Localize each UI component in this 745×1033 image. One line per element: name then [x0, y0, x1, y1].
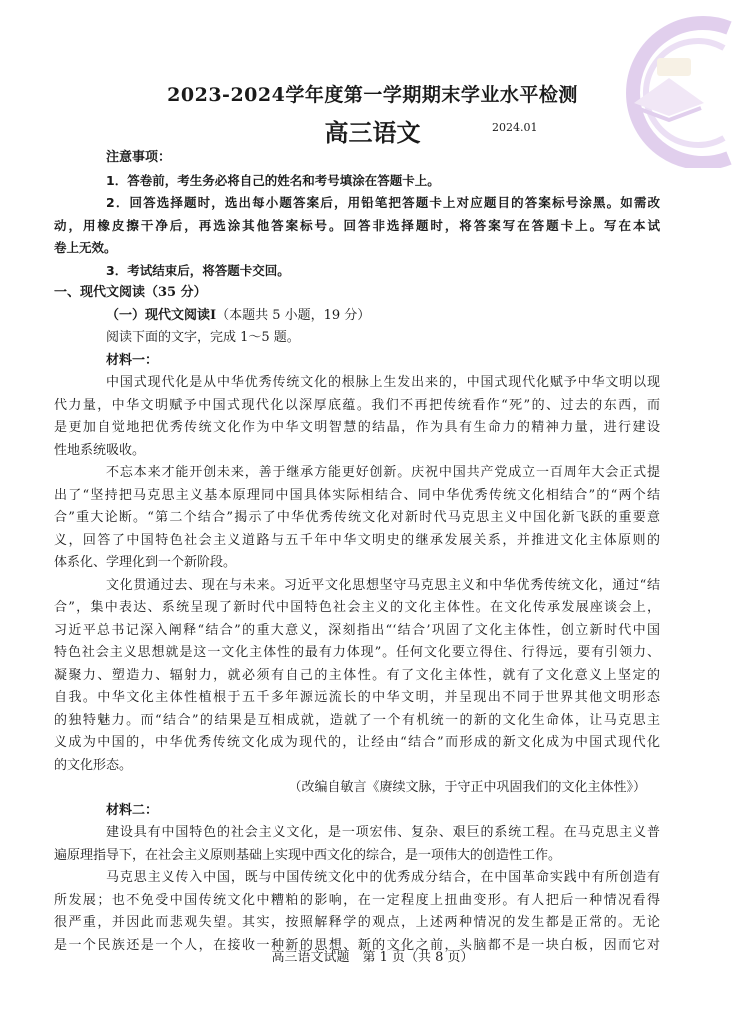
page-footer: 高三语文试题 第 1 页（共 8 页）	[271, 950, 474, 965]
subsection-title: （一）现代文阅读Ⅰ	[106, 307, 217, 323]
reading-instruction: 阅读下面的文字，完成 1～5 题。	[106, 330, 300, 345]
exam-content	[54, 147, 660, 957]
m1-p3-line: 合”，集中表达、系统呈现了新时代中国特色社会主义的文化主体性。在文化传承发展座谈会上，	[54, 600, 660, 615]
exam-title: 2023-2024学年度第一学期期末学业水平检测	[167, 84, 578, 106]
notice-heading: 注意事项：	[106, 150, 172, 165]
m1-p1-line: 是更加自觉地把优秀传统文化作为中华文明智慧的结晶，作为具有生命力的精神力量，进行建设	[54, 420, 660, 435]
m1-p1-line: 性地系统吸收。	[54, 442, 146, 458]
exam-date: 2024.01	[492, 121, 538, 134]
notice-item-2-line-2: 动，用橡皮擦干净后，再选涂其他答案标号。回答非选择题时，将答案写在答题卡上。写在本试	[54, 217, 660, 233]
material-1-source: （改编自敏言《赓续文脉，于守正中巩固我们的文化主体性》）	[288, 780, 646, 795]
section-heading: 一、现代文阅读（35 分）	[54, 285, 207, 300]
m1-p3-line: 的独特魅力。而“结合”的结果是互相成就，造就了一个有机统一的新的文化生命体，让马克思主	[54, 712, 660, 728]
m1-p2-line: 合”重大论断。“第二个结合”揭示了中华优秀传统文化对新时代马克思主义中国化新飞跃的重要意	[54, 510, 660, 525]
notice-item-1: 1．答卷前，考生务必将自己的姓名和考号填涂在答题卡上。	[106, 172, 440, 188]
m2-p2-line: 很严重，并因此而悲观失望。其实，按照解释学的观点，上述两种情况的发生都是正常的。无论	[54, 915, 660, 930]
m2-p2-line: 所发展；也不免受中国传统文化中糟粕的影响，在一定程度上扭曲变形。有人把后一种情况看得	[54, 892, 660, 908]
m1-p3-line: 自我。中华文化主体性植根于五千多年源远流长的中华文明，并呈现出不同于世界其他文明形态	[54, 690, 660, 705]
m1-p1-line: 中国式现代化是从中华优秀传统文化的根脉上生发出来的，中国式现代化赋予中华文明以现	[106, 375, 660, 390]
m1-p2-line: 义，回答了中国特色社会主义道路与五千年中华文明史的继承发展关系，并推进文化主体原则的	[54, 532, 660, 548]
material-1-label: 材料一：	[106, 352, 159, 368]
m1-p3-line: 特色社会主义思想就是这一文化主体性的最有力体现”。任何文化要立得住、行得远，要有引领力、	[54, 645, 660, 660]
m1-p2-line: 出了“坚持把马克思主义基本原理同中国具体实际相结合、同中华优秀传统文化相结合”的“两个结	[54, 487, 660, 503]
m1-p3-line: 的文化形态。	[54, 757, 133, 773]
notice-item-2-line-1: 2．回答选择题时，选出每小题答案后，用铅笔把答题卡上对应题目的答案标号涂黑。如需改	[106, 195, 660, 210]
m2-p1-line: 遍原理指导下，在社会主义原则基础上实现中西文化的综合，是一项伟大的创造性工作。	[54, 847, 562, 863]
m1-p2-line: 不忘本来才能开创未来，善于继承方能更好创新。庆祝中国共产党成立一百周年大会正式提	[106, 465, 660, 480]
m1-p1-line: 代力量，中华文明赋予中国式现代化以深厚底蕴。我们不再把传统看作“死”的、过去的东西，而	[54, 397, 660, 413]
subject-title: 高三语文	[324, 118, 421, 147]
subsection-heading	[80, 305, 660, 328]
m2-p2-line: 是一个民族还是一个人，在接收一种新的思想、新的文化之前，头脑都不是一块白板，因而它对	[54, 937, 660, 953]
subsection-note: （本题共 5 小题，19 分）	[216, 307, 371, 323]
m1-p3-line: 义成为中国的，中华优秀传统文化成为现代的，让经由“结合”而形成的新文化成为中国式现代化	[54, 735, 660, 750]
m1-p3-line: 凝聚力、塑造力、辐射力，就必须有自己的主体性。有了文化主体性，就有了文化意义上坚定的	[54, 667, 660, 683]
m2-p1-line: 建设具有中国特色的社会主义文化，是一项宏伟、复杂、艰巨的系统工程。在马克思主义普	[106, 825, 660, 840]
notice-item-3: 3．考试结束后，将答题卡交回。	[106, 262, 290, 278]
m1-p3-line: 习近平总书记深入阐释“结合”的重大意义，深刻指出“‘结合’巩固了文化主体性，创立新时代中国	[54, 622, 660, 638]
m1-p2-line: 体系化、学理化到一个新阶段。	[54, 555, 237, 570]
notice-item-2-line-3: 卷上无效。	[54, 240, 117, 255]
m1-p3-line: 文化贯通过去、现在与未来。习近平文化思想坚守马克思主义和中华优秀传统文化，通过“结	[106, 577, 660, 593]
material-2-label: 材料二：	[106, 802, 159, 818]
m2-p2-line: 马克思主义传入中国，既与中国传统文化中的优秀成分结合，在中国革命实践中有所创造有	[106, 870, 660, 885]
